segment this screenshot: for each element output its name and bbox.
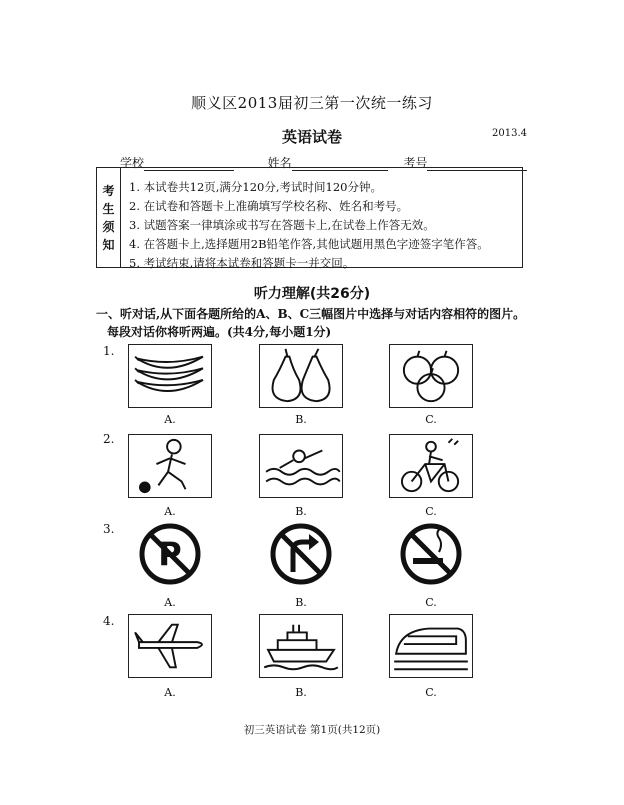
option-label: C. [425, 505, 437, 518]
page-footer: 初三英语试卷 第1页(共12页) [243, 724, 381, 736]
pears-icon[interactable] [259, 344, 343, 408]
cyclist-icon[interactable] [389, 434, 473, 498]
notice-box [96, 167, 523, 268]
notice-label: 考 生 须 知 [97, 168, 121, 267]
no-parking-icon[interactable] [128, 522, 212, 586]
question-number: 4. [103, 614, 115, 628]
bananas-icon[interactable] [128, 344, 212, 408]
no-right-turn-icon[interactable] [259, 522, 343, 586]
notice-item: 4. 在答题卡上,选择题用2B铅笔作答,其他试题用黑色字迹签字笔作答。 [129, 237, 489, 251]
option-label: B. [295, 686, 307, 699]
swimmer-icon[interactable] [259, 434, 343, 498]
train-icon[interactable] [389, 614, 473, 678]
notice-item: 1. 本试卷共12页,满分120分,考试时间120分钟。 [129, 180, 382, 194]
name-label: 姓名 [267, 156, 292, 170]
option-label: A. [164, 686, 176, 699]
apples-icon[interactable] [389, 344, 473, 408]
notice-list [129, 178, 489, 273]
exam-date: 2013.4 [492, 128, 527, 139]
section-instruction-2: 每段对话你将听两遍。(共4分,每小题1分) [107, 325, 332, 339]
notice-item: 5. 考试结束,请将本试卷和答题卡一并交回。 [129, 256, 355, 270]
section-instruction: 一、听对话,从下面各题所给的A、B、C三幅图片中选择与对话内容相符的图片。 [96, 307, 526, 321]
exam-no-label: 考号 [403, 156, 428, 170]
question-number: 1. [103, 344, 115, 358]
option-label: B. [295, 413, 307, 426]
section-title: 听力理解(共26分) [253, 286, 371, 302]
svg-text:P: P [158, 535, 182, 573]
question-number: 2. [103, 432, 115, 446]
option-label: B. [295, 596, 307, 609]
airplane-icon[interactable] [128, 614, 212, 678]
option-label: A. [164, 413, 176, 426]
no-smoking-icon[interactable] [389, 522, 473, 586]
option-label: B. [295, 505, 307, 518]
notice-item: 2. 在试卷和答题卡上准确填写学校名称、姓名和考号。 [129, 199, 409, 213]
exam-subject: 英语试卷 [281, 128, 342, 146]
option-label: C. [425, 686, 437, 699]
option-label: A. [164, 596, 176, 609]
option-label: C. [425, 596, 437, 609]
exam-title: 顺义区2013届初三第一次统一练习 [191, 94, 433, 112]
boy-running-with-ball-icon[interactable] [128, 434, 212, 498]
option-label: A. [164, 505, 176, 518]
notice-item: 3. 试题答案一律填涂或书写在答题卡上,在试卷上作答无效。 [129, 218, 435, 232]
school-label: 学校 [120, 156, 145, 170]
option-label: C. [425, 413, 437, 426]
question-number: 3. [103, 522, 115, 536]
ship-icon[interactable] [259, 614, 343, 678]
